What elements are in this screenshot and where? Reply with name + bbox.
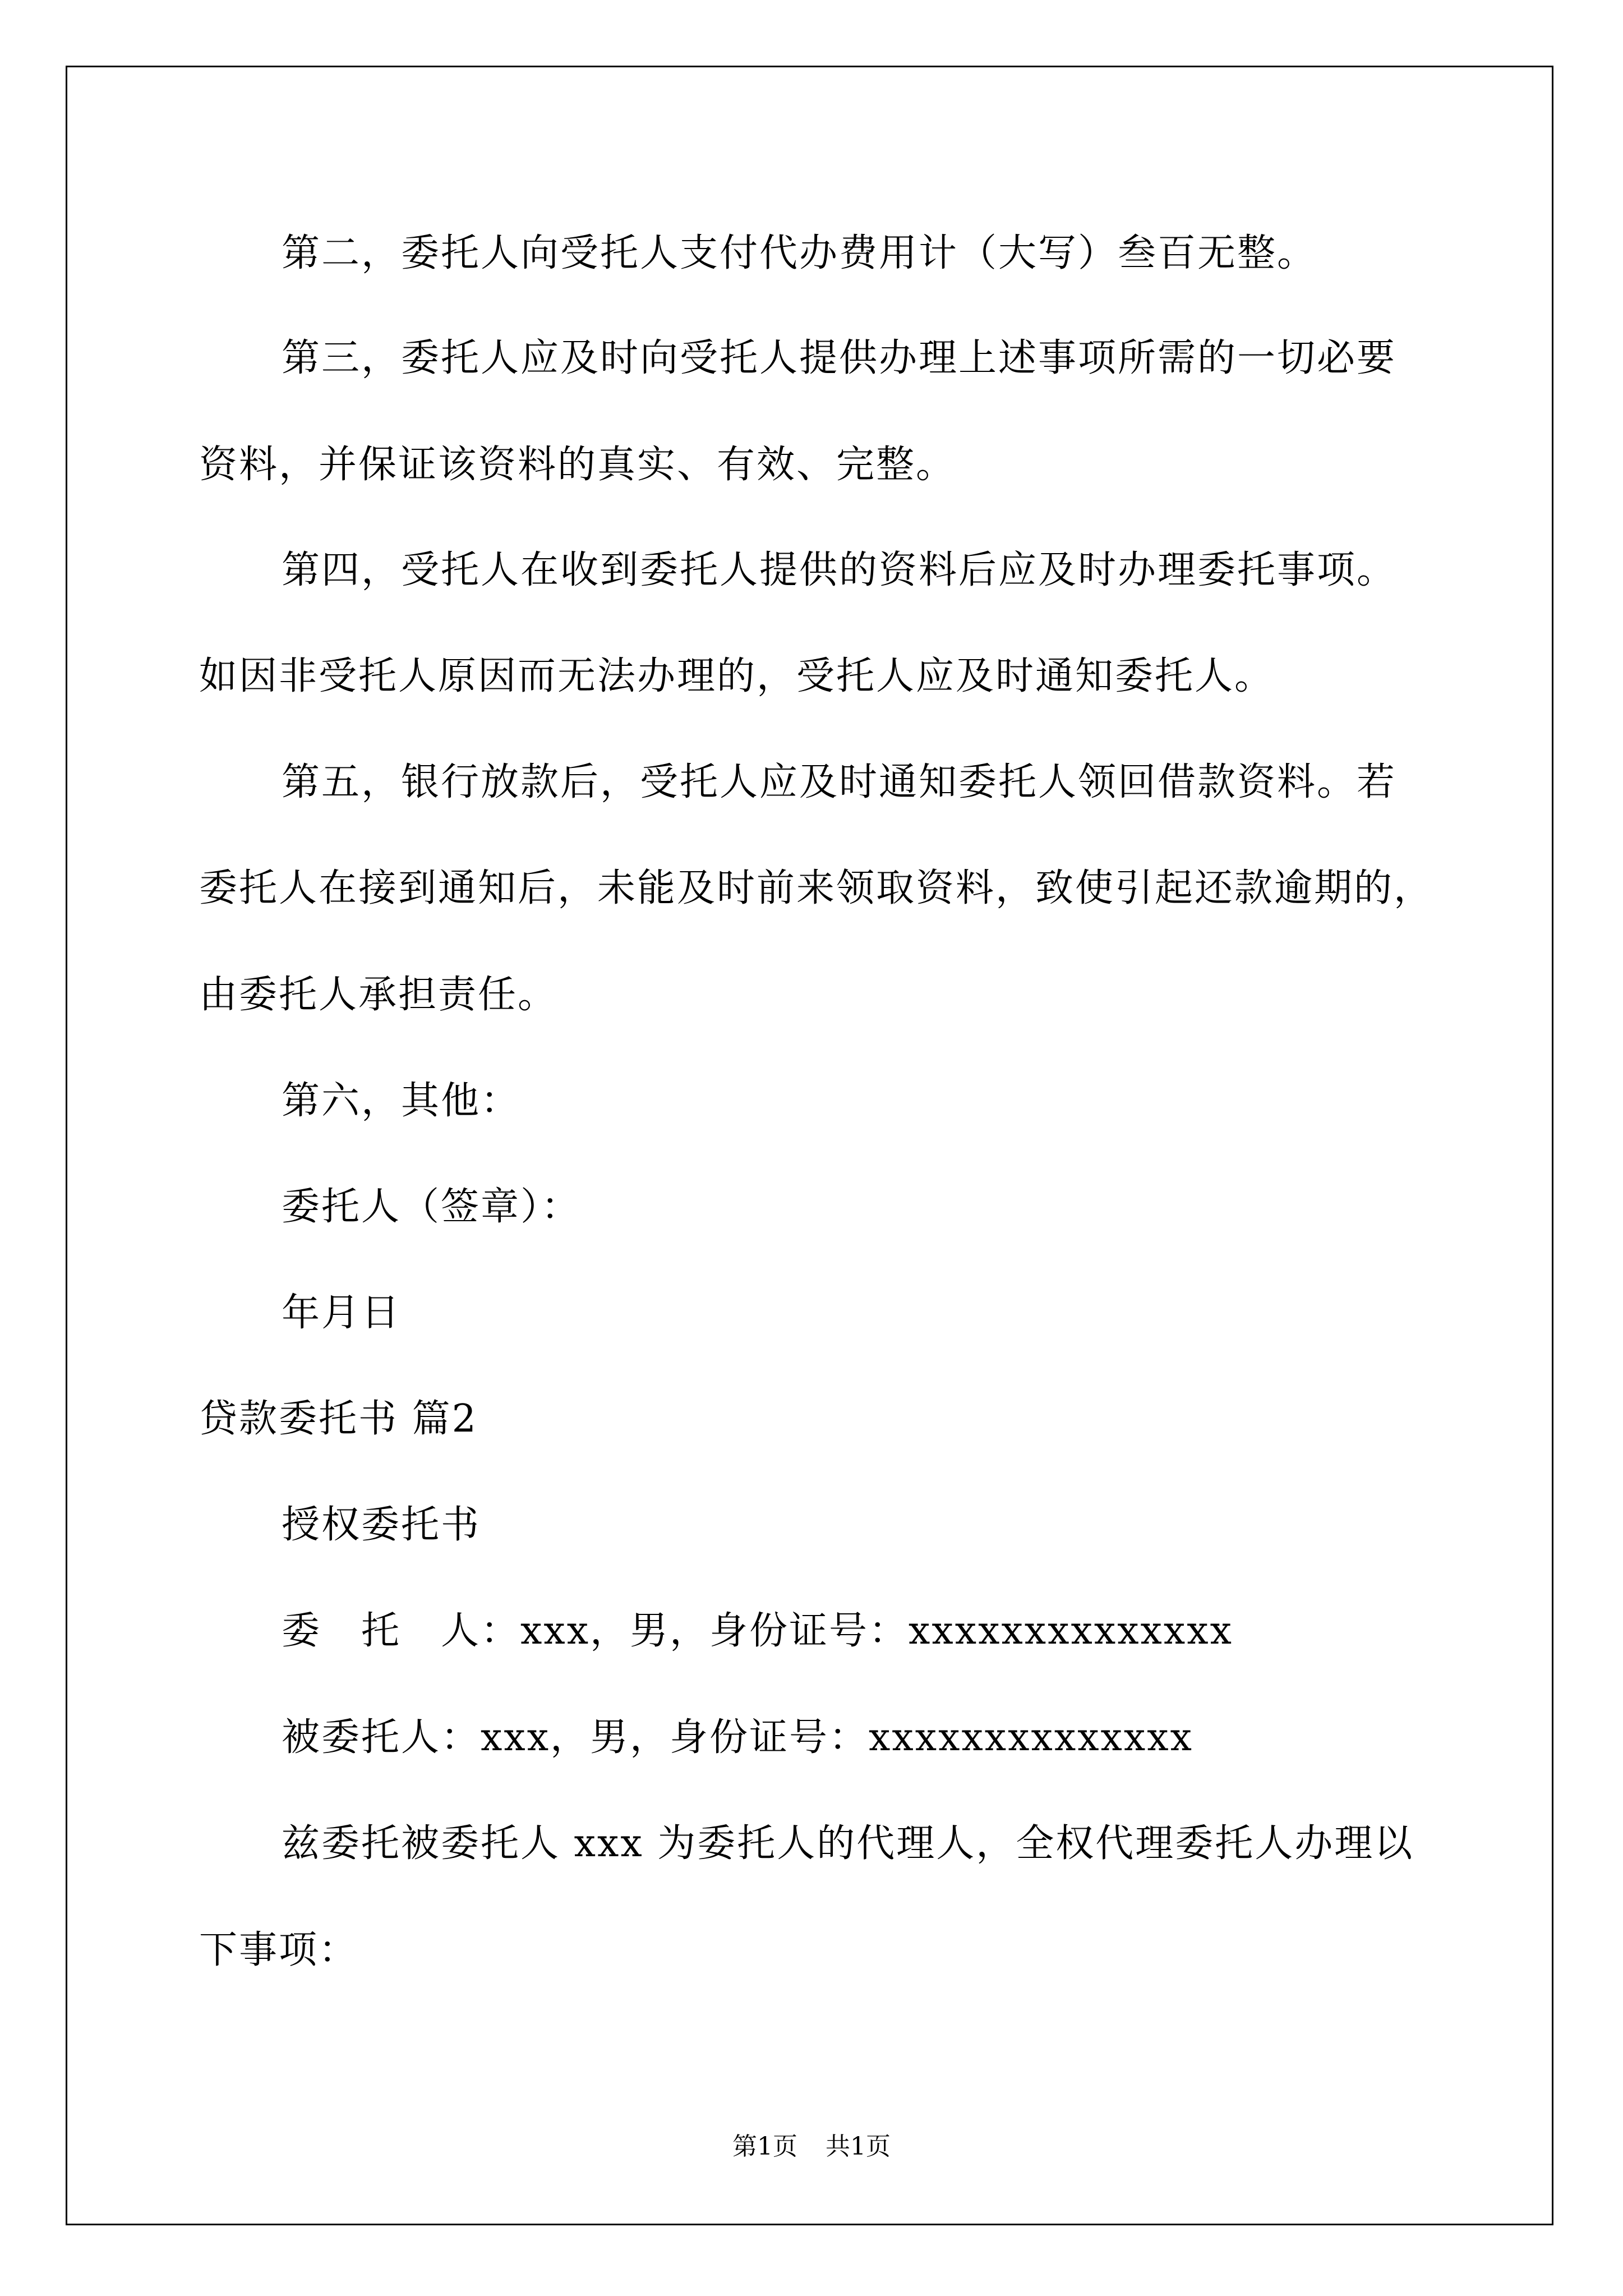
section-heading: 贷款委托书 篇2: [199, 1397, 478, 1441]
agent-line: 被委托人：xxx，男，身份证号：xxxxxxxxxxxxxx: [282, 1715, 1193, 1760]
page-border: [66, 66, 1553, 2225]
authorization-line-1: 兹委托被委托人 xxx 为委托人的代理人，全权代理委托人办理以: [282, 1821, 1414, 1866]
page-current: 第1页: [732, 2132, 797, 2161]
clause-4-line-1: 第四，受托人在收到委托人提供的资料后应及时办理委托事项。: [282, 548, 1397, 592]
document-title: 授权委托书: [282, 1503, 481, 1547]
clause-6-line: 第六，其他：: [282, 1079, 521, 1123]
authorization-line-2: 下事项：: [199, 1928, 359, 1972]
clause-4-line-2: 如因非受托人原因而无法办理的，受托人应及时通知委托人。: [199, 654, 1275, 698]
page-footer: [0, 2126, 1623, 2162]
principal-line: 委 托 人：xxx，男，身份证号：xxxxxxxxxxxxxx: [282, 1609, 1233, 1653]
clause-5-line-3: 由委托人承担责任。: [199, 973, 558, 1017]
date-line: 年月日: [282, 1291, 402, 1335]
signature-line: 委托人（签章）：: [282, 1185, 582, 1229]
clause-3-line-2: 资料，并保证该资料的真实、有效、完整。: [199, 443, 956, 487]
clause-3-line-1: 第三，委托人应及时向受托人提供办理上述事项所需的一切必要: [282, 336, 1397, 380]
clause-5-line-1: 第五，银行放款后，受托人应及时通知委托人领回借款资料。若: [282, 760, 1397, 804]
page-total: 共1页: [826, 2132, 891, 2161]
clause-2-line-1: 第二，委托人向受托人支付代办费用计（大写）叁百无整。: [282, 231, 1317, 275]
clause-5-line-2: 委托人在接到通知后，未能及时前来领取资料，致使引起还款逾期的，: [199, 866, 1434, 910]
